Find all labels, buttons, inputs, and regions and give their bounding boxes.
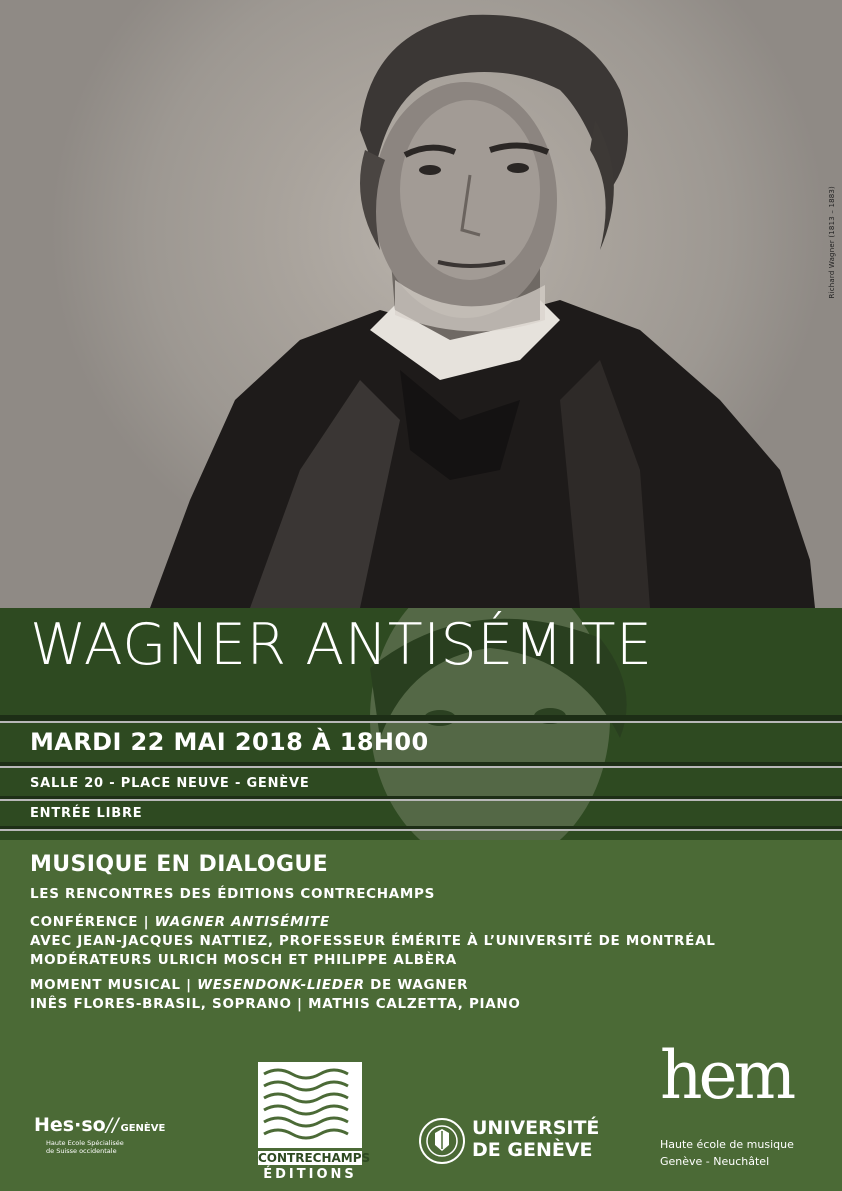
unige-seal-icon [418, 1117, 466, 1165]
series-title: MUSIQUE EN DIALOGUE [30, 852, 329, 877]
hes-slashes: // [105, 1114, 119, 1136]
unige-line1: UNIVERSITÉ [472, 1117, 600, 1139]
stripe-divider [0, 799, 842, 801]
musical-work: WESENDONK-LIEDER [197, 977, 365, 993]
hem-line2: Genève - Neuchâtel [660, 1155, 770, 1168]
unige-line2: DE GENÈVE [472, 1139, 593, 1161]
contrechamps-editions: ÉDITIONS [263, 1167, 357, 1182]
conference-label: CONFÉRENCE | [30, 914, 155, 930]
stripe-divider [0, 766, 842, 768]
conference-title: WAGNER ANTISÉMITE [154, 914, 330, 930]
stripe-divider [0, 829, 842, 831]
conference-speaker: AVEC JEAN-JACQUES NATTIEZ, PROFESSEUR ÉMÉRITE À L’UNIVERSITÉ DE MONTRÉAL [30, 933, 716, 949]
conference-moderators: MODÉRATEURS ULRICH MOSCH ET PHILIPPE ALBÈRA [30, 952, 457, 968]
hes-line2: de Suisse occidentale [46, 1147, 117, 1155]
contrechamps-logo [258, 1062, 371, 1182]
event-venue: SALLE 20 - PLACE NEUVE - GENÈVE [30, 776, 310, 791]
musical-label: MOMENT MUSICAL | [30, 977, 198, 993]
event-entry: ENTRÉE LIBRE [30, 806, 143, 821]
hem-line1: Haute école de musique [660, 1138, 794, 1151]
series-subtitle: LES RENCONTRES DES ÉDITIONS CONTRECHAMPS [30, 886, 436, 902]
conference-line [30, 914, 330, 930]
musical-performers: INÊS FLORES-BRASIL, SOPRANO | MATHIS CALZETTA, PIANO [30, 996, 521, 1012]
hem-mark: hem [660, 1037, 793, 1114]
photo-credit: Richard Wagner (1813 – 1883) [828, 186, 836, 299]
hes-mark: Hes·so [34, 1114, 106, 1136]
stripe-divider [0, 721, 842, 723]
hes-line1: Haute Ecole Spécialisée [46, 1139, 124, 1147]
musical-suffix: DE WAGNER [364, 977, 469, 993]
hes-so-logo [34, 1114, 165, 1155]
hes-city: GENÈVE [120, 1123, 166, 1134]
musical-line [30, 977, 468, 993]
event-title: WAGNER ANTISÉMITE [30, 612, 653, 678]
hem-logo [660, 1037, 794, 1170]
contrechamps-emblem-icon [258, 1062, 362, 1148]
contrechamps-name: CONTRECHAMPS [258, 1151, 371, 1165]
unige-logo [418, 1117, 599, 1161]
event-date: MARDI 22 MAI 2018 À 18H00 [30, 728, 429, 756]
